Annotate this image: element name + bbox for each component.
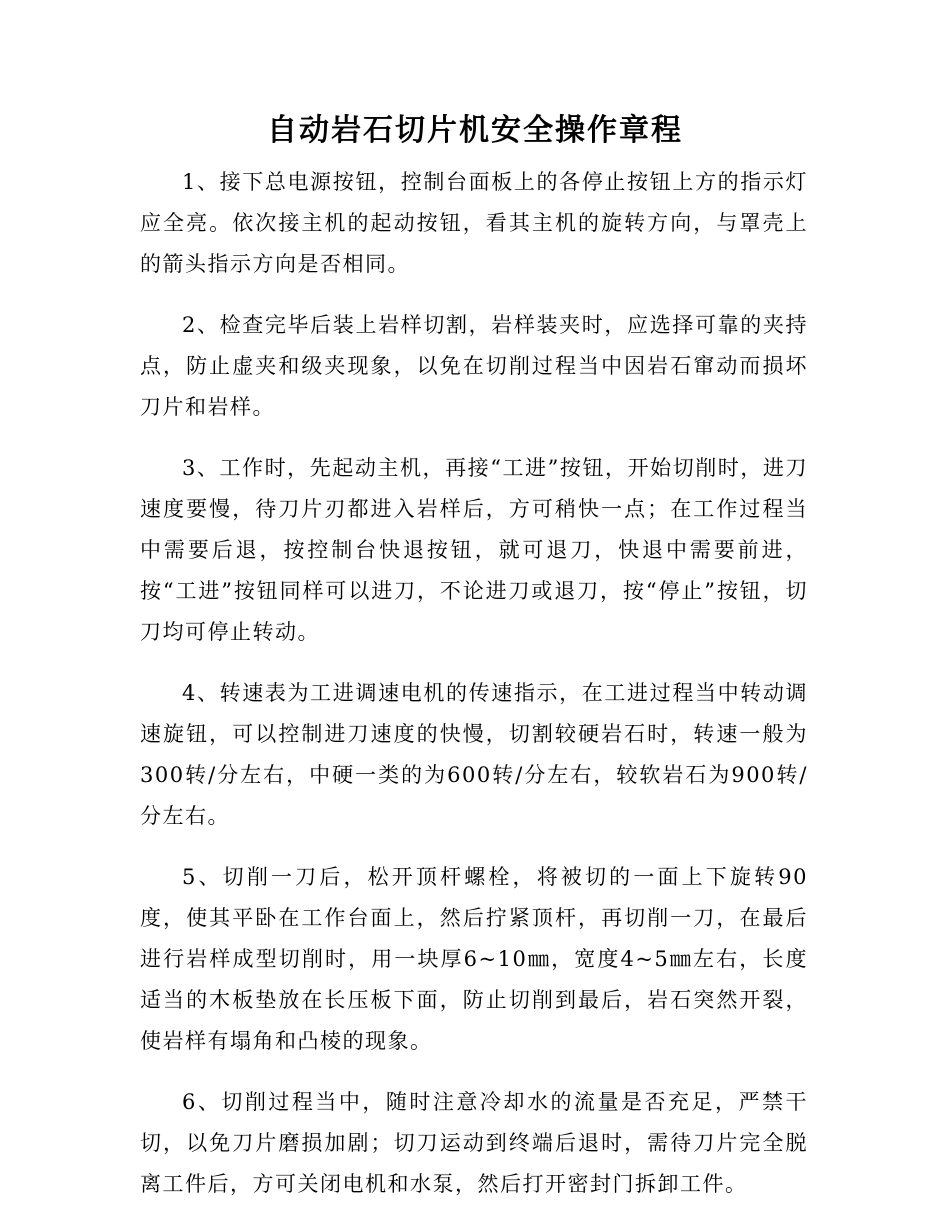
paragraph-3: 3、工作时，先起动主机，再接“工进”按钮，开始切削时，进刀速度要慢，待刀片刃都进入岩样后，方可稍快一点；在工作过程当中需要后退，按控制台快退按钮，就可退刀，快退中需要前进，按“工进”按钮同样可以进刀，不论进刀或退刀，按“停止”按钮，切刀均可停止转动。 — [140, 456, 808, 644]
paragraph-5: 5、切削一刀后，松开顶杆螺栓，将被切的一面上下旋转90度，使其平卧在工作台面上，然后拧紧顶杆，再切削一刀，在最后进行岩样成型切削时，用一块厚6~10㎜，宽度4~5㎜左右，长度适当的木板垫放在长压板下面，防止切削到最后，岩石突然开裂，使岩样有塌角和凸棱的现象。 — [140, 865, 808, 1053]
document-body — [140, 162, 808, 1225]
paragraph-6: 6、切削过程当中，随时注意冷却水的流量是否充足，严禁干切，以免刀片磨损加剧；切刀运动到终端后退时，需待刀片完全脱离工件后，方可关闭电机和水泵，然后打开密封门拆卸工件。 — [140, 1090, 808, 1196]
paragraph-1: 1、接下总电源按钮，控制台面板上的各停止按钮上方的指示灯应全亮。依次接主机的起动按钮，看其主机的旋转方向，与罩壳上的箭头指示方向是否相同。 — [140, 170, 808, 276]
paragraph-4: 4、转速表为工进调速电机的传速指示，在工进过程当中转动调速旋钮，可以控制进刀速度的快慢，切割较硬岩石时，转速一般为300转/分左右，中硬一类的为600转/分左右，较软岩石为900转/分左右。 — [140, 681, 808, 828]
document-title: 自动岩石切片机安全操作章程 — [267, 113, 683, 148]
paragraph-2: 2、检查完毕后装上岩样切割，岩样装夹时，应选择可靠的夹持点，防止虚夹和级夹现象，以免在切削过程当中因岩石窜动而损坏刀片和岩样。 — [140, 313, 808, 419]
